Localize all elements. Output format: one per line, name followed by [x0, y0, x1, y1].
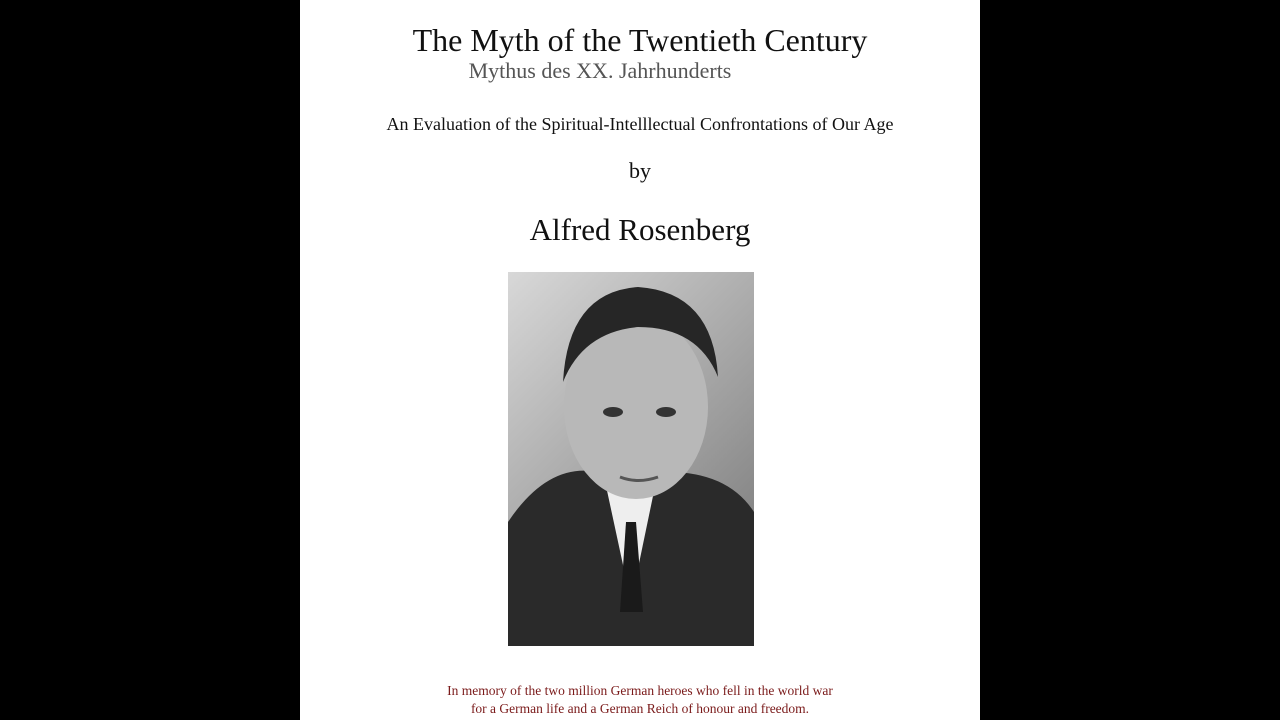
- document-page: [300, 0, 980, 720]
- book-description: An Evaluation of the Spiritual-Intelllectual Confrontations of Our Age: [386, 114, 894, 134]
- book-title: The Myth of the Twentieth Century: [412, 22, 868, 58]
- dedication-line-1: In memory of the two million German heroes who fell in the world war: [447, 683, 833, 698]
- dedication-line-2: for a German life and a German Reich of honour and freedom.: [470, 701, 810, 716]
- author-name: Alfred Rosenberg: [529, 212, 751, 247]
- by-label: by: [629, 158, 651, 183]
- book-subtitle: Mythus des XX. Jahrhunderts: [468, 58, 732, 83]
- author-portrait-photo: [508, 272, 754, 646]
